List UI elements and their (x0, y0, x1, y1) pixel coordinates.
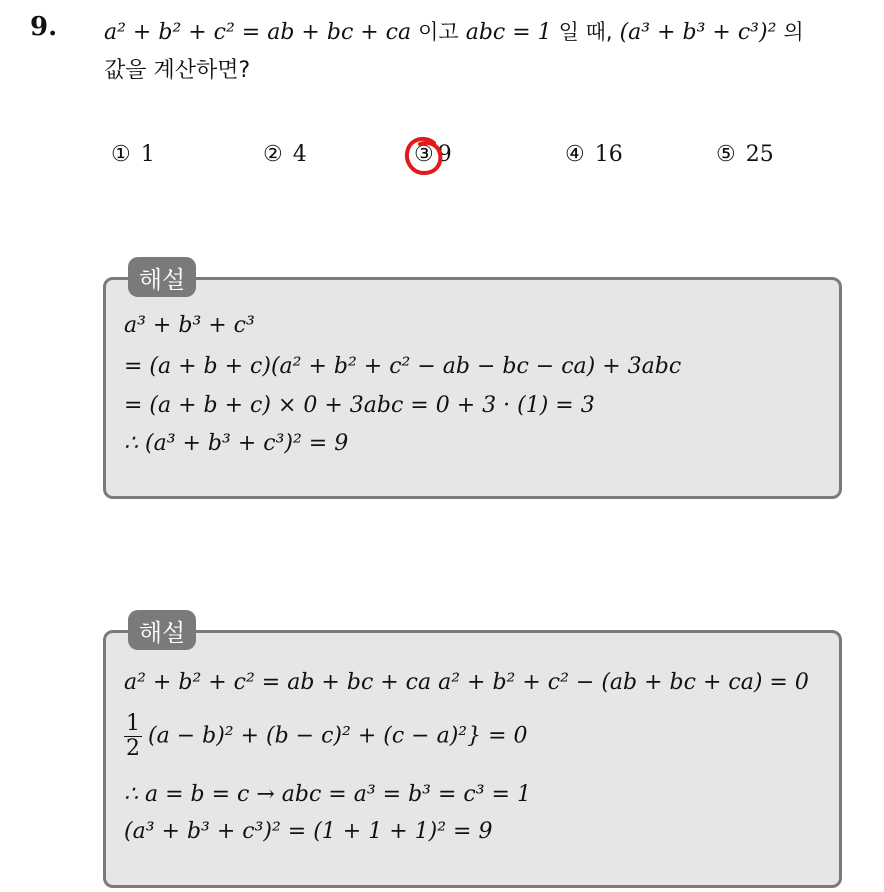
fraction-one-half (124, 712, 142, 761)
choice-4-value: 16 (594, 142, 623, 167)
solution-2-line-3: ∴ a = b = c → abc = a³ = b³ = c³ = 1 (124, 782, 531, 807)
question-equation-1: a² + b² + c² = ab + bc + ca (104, 20, 412, 45)
question-text-2: 일 때, (558, 20, 613, 44)
solution-1-line-2: = (a + b + c)(a² + b² + c² − ab − bc − ca) + 3abc (124, 354, 682, 379)
selected-circle-icon (404, 135, 444, 177)
solution-box-1 (103, 277, 842, 499)
solution-tag-2: 해설 (128, 610, 196, 650)
choice-5-mark: ⑤ (716, 142, 736, 167)
question-text-3: 의 (783, 20, 804, 44)
question-equation-2: abc = 1 (465, 20, 552, 45)
choice-5[interactable] (716, 142, 774, 167)
solution-1-line-4: ∴ (a³ + b³ + c³)² = 9 (124, 431, 349, 456)
choice-2-mark: ② (263, 142, 283, 167)
choice-3-mark: ③ (414, 142, 434, 167)
choice-4[interactable] (565, 142, 623, 167)
question-text-1: 이고 (418, 20, 459, 44)
solution-1-line-1: a³ + b³ + c³ (124, 313, 255, 338)
fraction-denominator: 2 (126, 736, 140, 762)
choice-2-value: 4 (292, 142, 307, 167)
solution-2-line-2 (124, 712, 528, 761)
question-line-2: 값을 계산하면? (104, 58, 251, 83)
choice-4-mark: ④ (565, 142, 585, 167)
question-line-1 (104, 16, 804, 46)
solution-2-line-2-rest: (a − b)² + (b − c)² + (c − a)²} = 0 (148, 723, 528, 749)
question-number: 9. (30, 12, 58, 42)
question-equation-3: (a³ + b³ + c³)² (619, 20, 777, 45)
choice-1[interactable] (111, 142, 155, 167)
solution-tag-1: 해설 (128, 257, 196, 297)
solution-2-line-4: (a³ + b³ + c³)² = (1 + 1 + 1)² = 9 (124, 819, 493, 844)
solution-1-line-3: = (a + b + c) × 0 + 3abc = 0 + 3 · (1) = 3 (124, 393, 595, 418)
fraction-numerator: 1 (126, 711, 140, 736)
choice-5-value: 25 (745, 142, 774, 167)
choice-1-value: 1 (140, 142, 155, 167)
choice-3-value: 9 (437, 142, 452, 167)
choice-1-mark: ① (111, 142, 131, 167)
solution-2-line-1: a² + b² + c² = ab + bc + ca a² + b² + c² − (ab + bc + ca) = 0 (124, 670, 809, 695)
choice-2[interactable] (263, 142, 307, 167)
